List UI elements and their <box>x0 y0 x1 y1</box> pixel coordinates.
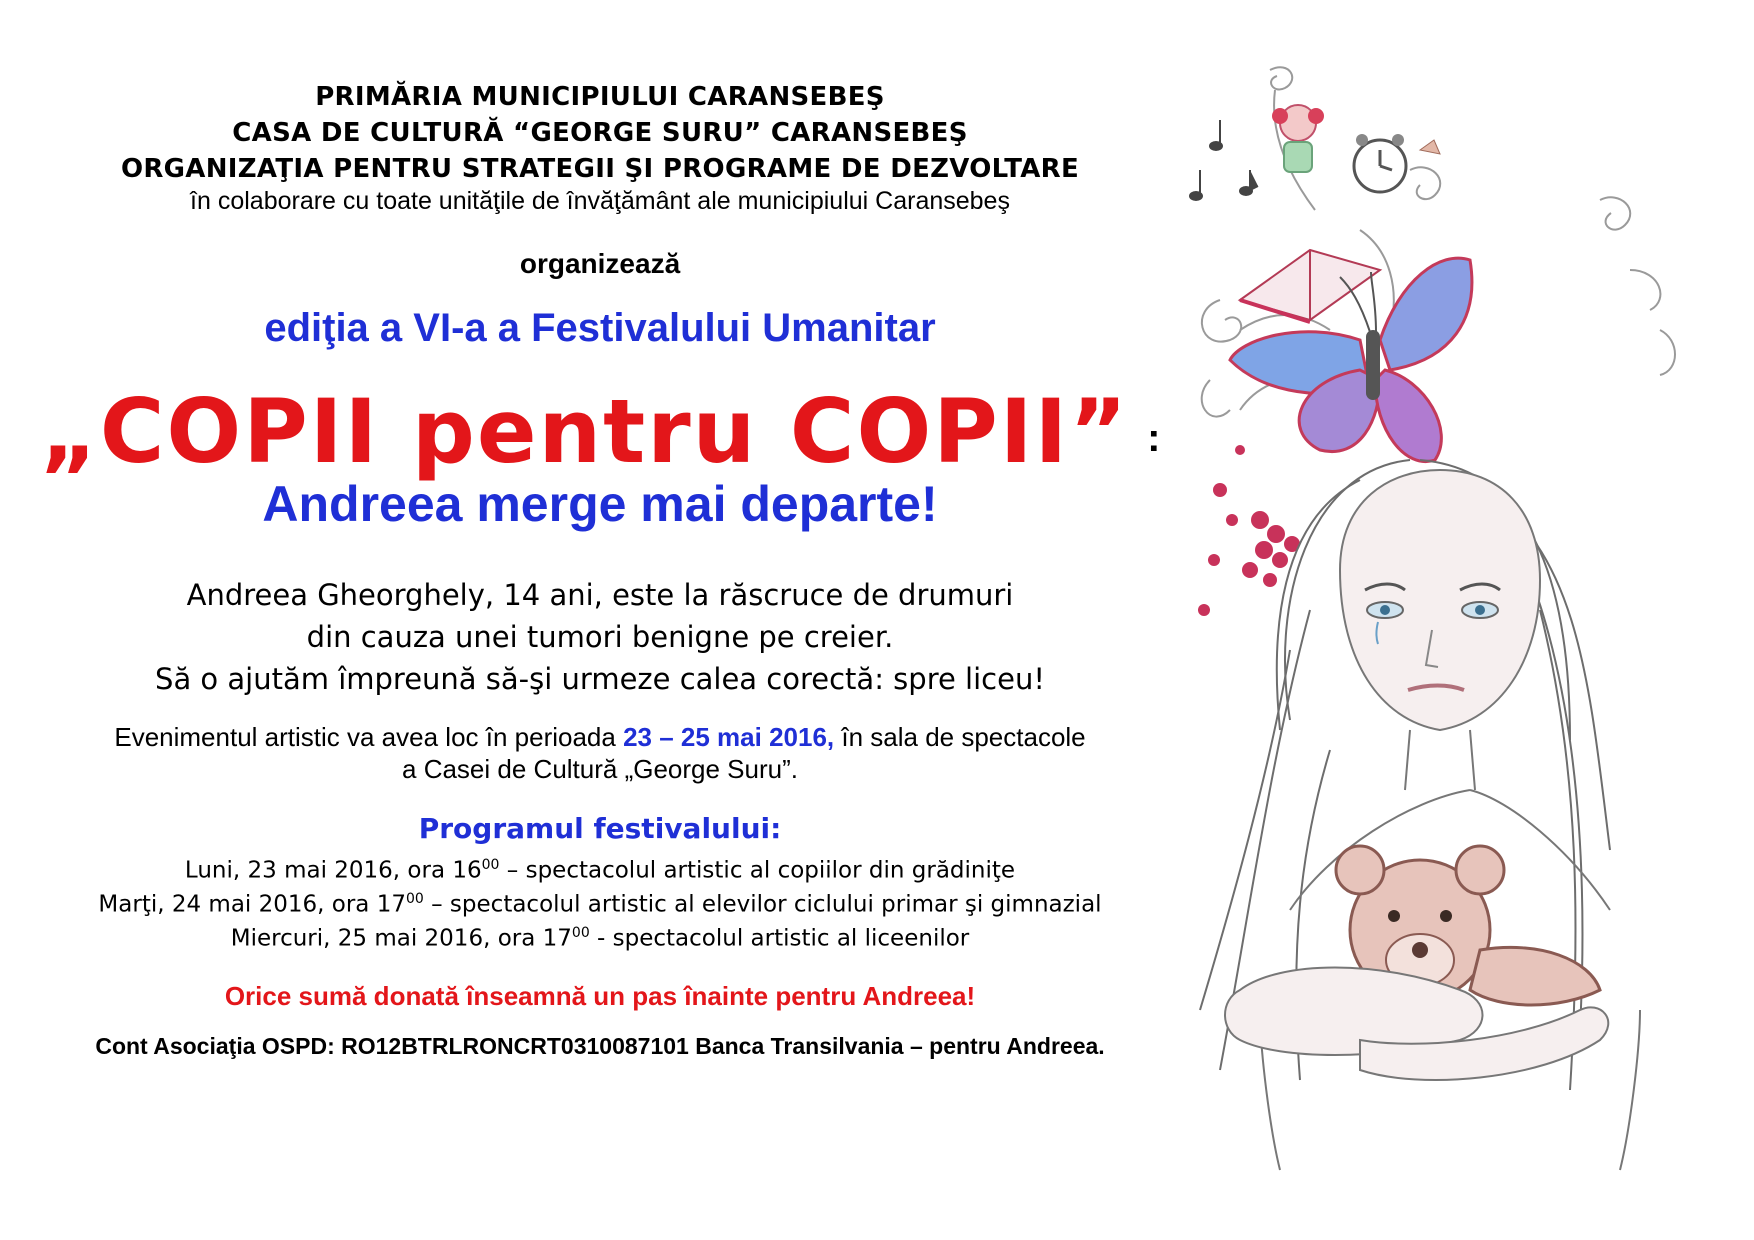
event-dates: 23 – 25 mai 2016, <box>623 722 835 752</box>
program-item-end: – spectacolul artistic al copiilor din grădiniţe <box>499 857 1016 884</box>
program-item <box>40 891 1160 918</box>
subtitle: Andreea merge mai departe! <box>262 476 938 532</box>
title-colon: : <box>1147 415 1163 460</box>
program-item-time-sup: 00 <box>481 857 500 873</box>
program-title: Programul festivalului: <box>418 812 782 845</box>
program-item-start: Luni, 23 mai 2016, ora 16 <box>184 857 482 884</box>
story-line-3: Să o ajutăm împreună să-şi urmeze calea corectă: spre liceu! <box>155 662 1045 696</box>
event-text-after: în sala de spectacole <box>834 722 1086 752</box>
story-line-1: Andreea Gheorghely, 14 ani, este la răscruce de drumuri <box>186 578 1014 612</box>
edition-heading: ediţia a VI-a a Festivalului Umanitar <box>264 306 936 350</box>
header-line-2: CASA DE CULTURĂ “GEORGE SURU” CARANSEBEŞ <box>232 118 968 148</box>
program-item <box>40 925 1160 952</box>
girl-sketch-illustration <box>1180 50 1740 1180</box>
program-item-time-sup: 00 <box>405 891 424 907</box>
event-line-1 <box>40 722 1160 753</box>
program-item-start: Marţi, 24 mai 2016, ora 17 <box>98 891 406 918</box>
program-item-end: - spectacolul artistic al liceenilor <box>589 925 970 952</box>
music-note-icon <box>1190 120 1258 200</box>
organizeaza-label: organizează <box>519 248 681 279</box>
clock-icon <box>1354 134 1440 192</box>
program-item-end: – spectacolul artistic al elevilor ciclului primar şi gimnazial <box>423 891 1102 918</box>
story-line-2: din cauza unei tumori benigne pe creier. <box>306 620 894 654</box>
program-item-time-sup: 00 <box>571 925 590 941</box>
event-line-2: a Casei de Cultură „George Suru”. <box>402 754 798 784</box>
program-item <box>40 857 1160 884</box>
festival-title <box>40 380 1163 483</box>
collaboration-line: în colaborare cu toate unităţile de învăţământ ale municipiului Caransebeş <box>190 187 1010 215</box>
girl-face <box>1340 470 1540 730</box>
header-line-3: ORGANIZAŢIA PENTRU STRATEGII ŞI PROGRAME DE DEZVOLTARE <box>120 154 1080 184</box>
book-icon <box>1240 250 1380 322</box>
program-item-start: Miercuri, 25 mai 2016, ora 17 <box>230 925 572 952</box>
event-text-before: Evenimentul artistic va avea loc în perioada <box>114 722 624 752</box>
bank-account: Cont Asociaţia OSPD: RO12BTRLRONCRT0310087101 Banca Transilvania – pentru Andreea. <box>95 1033 1105 1059</box>
header-line-1: PRIMĂRIA MUNICIPIULUI CARANSEBEŞ <box>315 82 885 112</box>
donation-appeal: Orice sumă donată înseamnă un pas înainte pentru Andreea! <box>224 981 976 1011</box>
doll-icon <box>1272 105 1324 172</box>
festival-title-text: „COPII pentru COPII” <box>40 380 1130 483</box>
